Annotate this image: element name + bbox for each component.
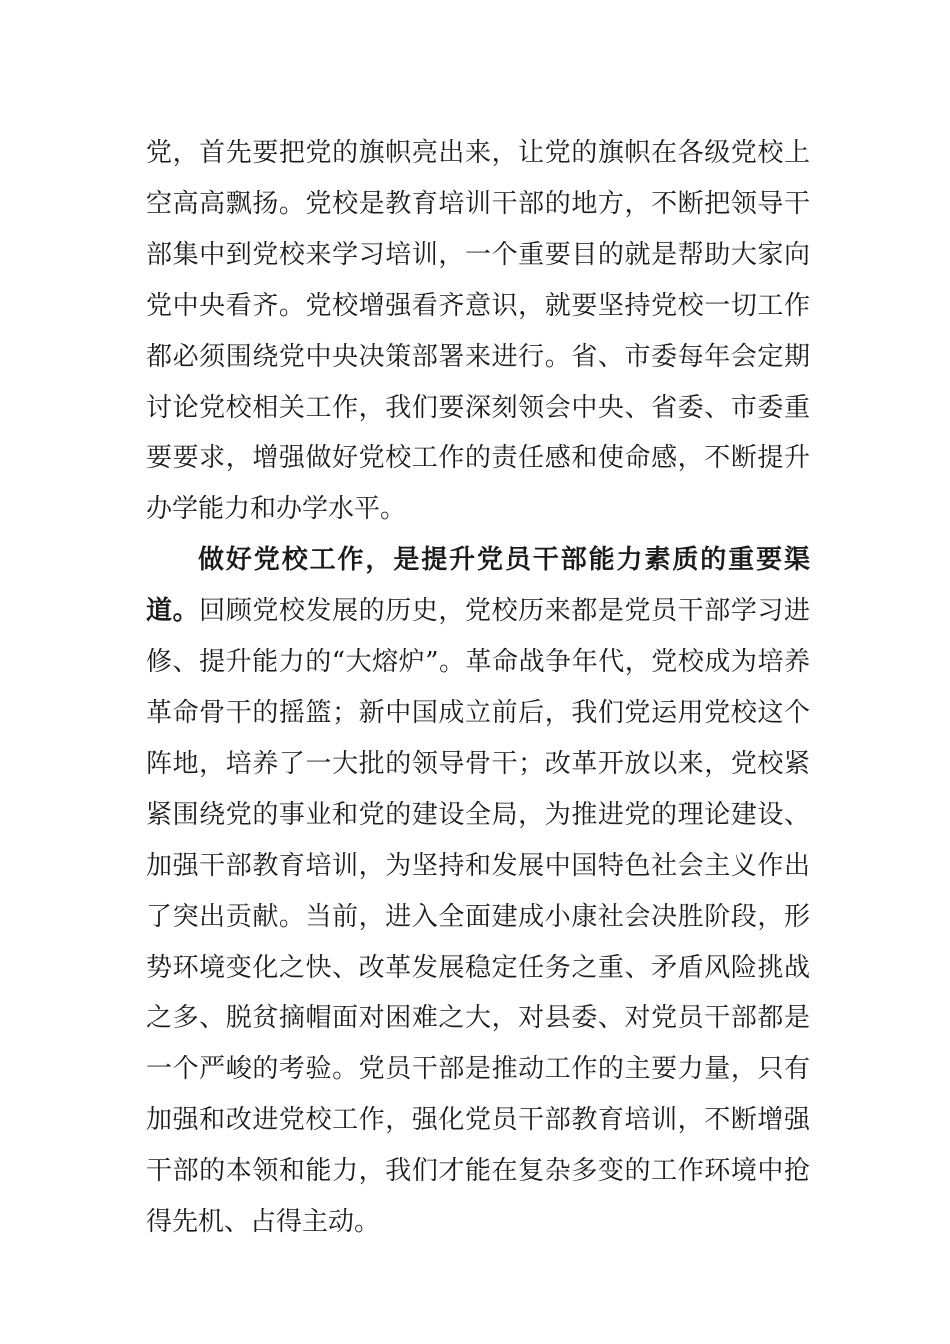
- paragraph-2-lead-sentence: 做好党校工作，是提升党员干部能力素质的重要渠道。: [146, 545, 810, 627]
- paragraph-1: [146, 128, 810, 535]
- paragraph-1-text: 党，首先要把党的旗帜亮出来，让党的旗帜在各级党校上空高高飘扬。党校是教育培训干部的地方，不断把领导干部集中到党校来学习培训，一个重要目的就是帮助大家向党中央看齐。党校增强看齐意识，就要坚持党校一切工作都必须围绕党中央决策部署来进行。省、市委每年会定期讨论党校相关工作，我们要深刻领会中央、省委、市委重要要求，增强做好党校工作的责任感和使命感，不断提升办学能力和办学水平。: [146, 138, 810, 525]
- document-body: [146, 128, 810, 1248]
- paragraph-2: [146, 535, 810, 1248]
- paragraph-2-text: 回顾党校发展的历史，党校历来都是党员干部学习进修、提升能力的“大熔炉”。革命战争年代，党校成为培养革命骨干的摇篮；新中国成立前后，我们党运用党校这个阵地，培养了一大批的领导骨干；改革开放以来，党校紧紧围绕党的事业和党的建设全局，为推进党的理论建设、加强干部教育培训，为坚持和发展中国特色社会主义作出了突出贡献。当前，进入全面建成小康社会决胜阶段，形势环境变化之快、改革发展稳定任务之重、矛盾风险挑战之多、脱贫摘帽面对困难之大，对县委、对党员干部都是一个严峻的考验。党员干部是推动工作的主要力量，只有加强和改进党校工作，强化党员干部教育培训，不断增强干部的本领和能力，我们才能在复杂多变的工作环境中抢得先机、占得主动。: [146, 596, 810, 1238]
